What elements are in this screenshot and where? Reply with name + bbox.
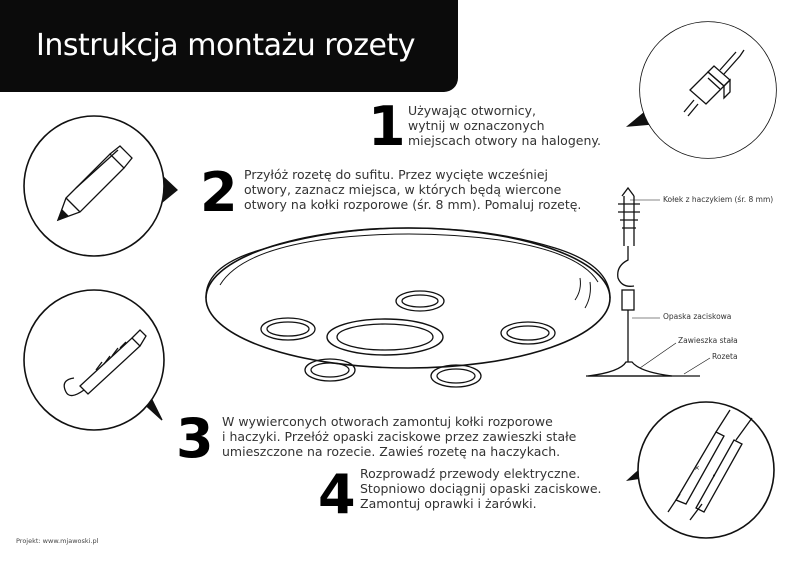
svg-text:×: × (694, 464, 700, 472)
step-4-line-2: Stopniowo dociągnij opaski zaciskowe. (360, 481, 602, 496)
label-rozeta: Rozeta (712, 352, 738, 361)
step-4-text (360, 466, 602, 511)
step-1-line-1: Używając otwornicy, (408, 103, 536, 118)
pencil-icon (24, 116, 177, 256)
label-opaska: Opaska zaciskowa (663, 312, 732, 321)
label-zawieszka: Zawieszka stała (678, 336, 738, 345)
step-2-line-1: Przyłóż rozetę do sufitu. Przez wycięte wcześniej (244, 167, 548, 182)
page-title: Instrukcja montażu rozety (36, 28, 416, 63)
label-kolek: Kołek z haczykiem (śr. 8 mm) (663, 195, 774, 204)
step-1-text (408, 103, 601, 148)
step-3-number: 3 (176, 407, 214, 470)
footer-credit: Projekt: www.mjawoski.pl (16, 537, 99, 545)
step-3-line-3: umieszczone na rozecie. Zawieś rozetę na haczykach. (222, 444, 561, 459)
step-3-line-1: W wywierconych otworach zamontuj kołki rozporowe (222, 414, 553, 429)
rosette-illustration (206, 228, 610, 387)
step-2-text (244, 167, 581, 212)
step-3-line-2: i haczyki. Przełóż opaski zaciskowe przez zawieszki stałe (222, 429, 577, 444)
step-4-line-3: Zamontuj oprawki i żarówki. (360, 496, 537, 511)
step-4-number: 4 (318, 463, 356, 526)
step-2-line-2: otwory, zaznacz miejsca, w których będą wiercone (244, 182, 562, 197)
step-3-text (222, 414, 576, 459)
wire-connector-icon (628, 402, 774, 538)
wall-plug-hook-icon (24, 290, 164, 430)
step-2-number: 2 (200, 161, 238, 224)
svg-text:•: • (712, 472, 717, 480)
step-1-line-2: wytnij w oznaczonych (408, 118, 545, 133)
step-1-line-3: miejscach otwory na halogeny. (408, 133, 601, 148)
step-2-line-3: otwory na kołki rozporowe (śr. 8 mm). Pomaluj rozetę. (244, 197, 582, 212)
step-4-line-1: Rozprowadź przewody elektryczne. (360, 466, 581, 481)
hole-saw-drill-icon (628, 22, 776, 158)
step-1-number: 1 (368, 95, 406, 158)
